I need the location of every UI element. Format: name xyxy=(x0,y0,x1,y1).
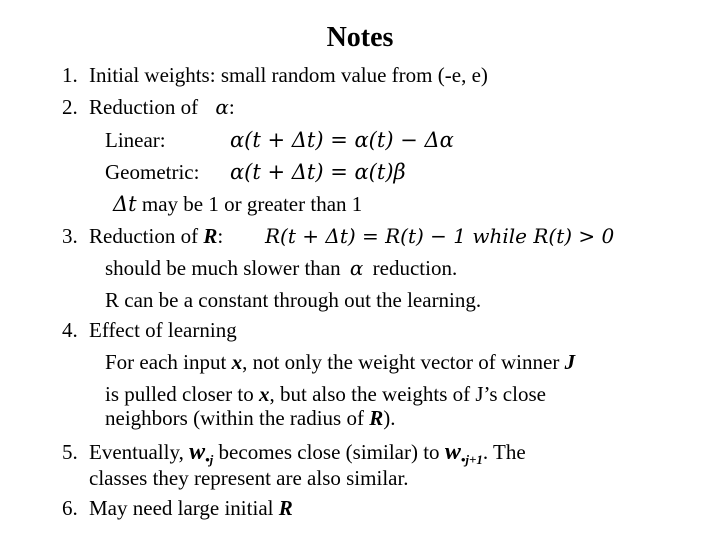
var-x: x xyxy=(258,382,270,406)
effect-line-1 xyxy=(105,350,575,374)
item-number: 6. xyxy=(62,496,78,520)
delta-t-note xyxy=(113,192,362,216)
item-number: 3. xyxy=(62,224,78,248)
effect-text: neighbors (within the radius of xyxy=(105,406,364,430)
alpha-symbol: α xyxy=(215,95,229,119)
effect-text: ). xyxy=(383,406,396,430)
effect-line-2 xyxy=(105,382,546,406)
effect-text: , not only the weight vector of winner xyxy=(242,350,560,374)
item-6-text xyxy=(89,496,293,520)
weight-w: w xyxy=(444,439,461,465)
item-4-text: Effect of learning xyxy=(89,318,237,342)
item-3-var: R xyxy=(203,224,218,248)
weight-subscript: •j xyxy=(205,452,214,467)
geometric-formula: α(t + Δt) = α(t)β xyxy=(230,160,406,184)
effect-text: For each input xyxy=(105,350,227,374)
var-x: x xyxy=(231,350,243,374)
var-r: R xyxy=(278,496,293,520)
item-number: 2. xyxy=(62,95,78,119)
item-3-text xyxy=(89,224,223,248)
delta-t-symbol: Δt xyxy=(113,192,137,216)
linear-formula: α(t + Δt) = α(t) − Δα xyxy=(230,128,454,152)
var-j: J xyxy=(564,350,576,374)
item-1-text: Initial weights: small random value from (-e, e) xyxy=(89,63,488,87)
weight-w: w xyxy=(189,439,206,465)
item-number: 5. xyxy=(62,440,78,464)
weight-subscript: •j+1 xyxy=(460,452,483,467)
item-5-text-a: Eventually, xyxy=(89,440,184,464)
item-3-label: Reduction of xyxy=(89,224,199,248)
item-3-colon: : xyxy=(217,224,224,248)
constant-note: R can be a constant through out the learning. xyxy=(105,288,482,312)
slower-text-b: reduction. xyxy=(372,256,458,280)
geometric-label: Geometric: xyxy=(105,160,200,184)
slower-note xyxy=(105,256,457,280)
linear-label: Linear: xyxy=(105,128,166,152)
item-number: 4. xyxy=(62,318,78,342)
item-6-text-a: May need large initial xyxy=(89,496,274,520)
item-5-line-2: classes they represent are also similar. xyxy=(89,466,409,490)
r-reduction-formula: R(t + Δt) = R(t) − 1 while R(t) > 0 xyxy=(265,224,615,248)
var-r: R xyxy=(369,406,384,430)
delta-t-text: may be 1 or greater than 1 xyxy=(141,192,363,216)
item-5-text-b: becomes close (similar) to xyxy=(218,440,440,464)
item-number: 1. xyxy=(62,63,78,87)
effect-text: is pulled closer to xyxy=(105,382,254,406)
alpha-symbol: α xyxy=(349,256,364,280)
item-2-text xyxy=(89,95,235,119)
item-5-text-c: . The xyxy=(482,440,526,464)
page-title: Notes xyxy=(326,22,394,53)
effect-text: , but also the weights of J’s close xyxy=(269,382,546,406)
slower-text-a: should be much slower than xyxy=(105,256,341,280)
effect-line-3 xyxy=(105,406,395,430)
item-2-colon: : xyxy=(228,95,235,119)
item-2-label: Reduction of xyxy=(89,95,199,119)
